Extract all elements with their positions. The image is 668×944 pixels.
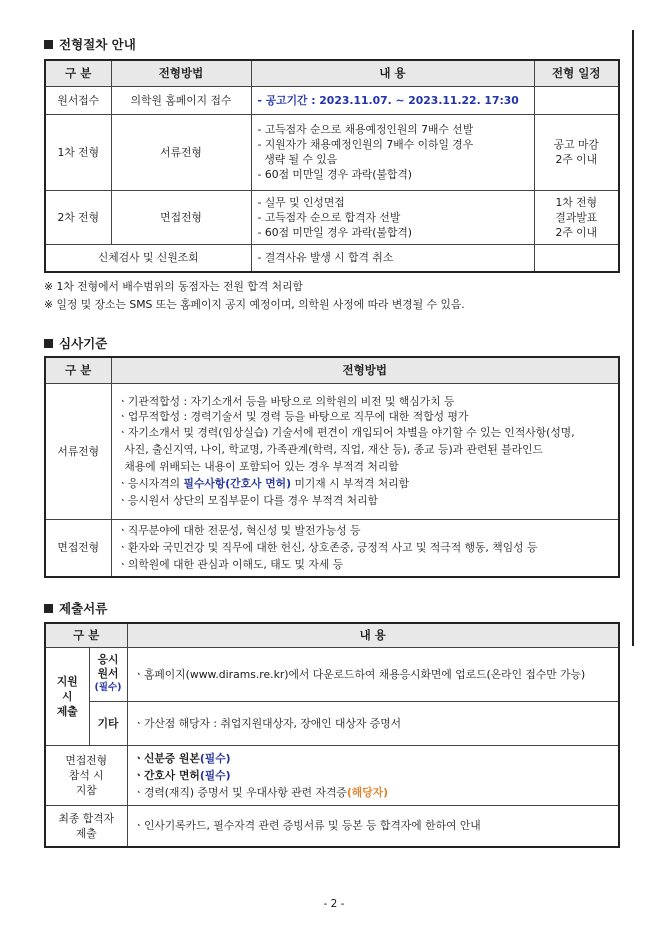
procedure-table	[44, 59, 620, 273]
criteria-table: 구 분 전형방법 서류전형 ㆍ기관적합성 : 자기소개서 등을 바탕으로 의학원의 비전 및 핵심가치 등 ㆍ업무적합성 : 경력기술서 및 경력 등을 바탕으로 직무에 대한 적합성 평가 ㆍ자기소개서 및 경력(임상실습) 기술서에 편견이 개입되어 차별을 야기할 수 있는 인적사항(성명, 사진, 출신지역, 나이, 학교명, 가족관계(학력, 직업, 재산 등), 종교 등)과 관련된 블라인드 채용에 위배되는 내용이 포함되어 있는 경우 부적격 처리함 ㆍ응시자격의 필수사항(간호사 면허) 미기재 시 부적격 처리함 ㆍ응시원서 상단의 모집부문이 다를 경우 부적격 처리함 면접전형 ㆍ직무분야에 대한 전문성, 혁신성 및 발전가능성 등 ㆍ환자와 국민건강 및 직무에 대한 헌신, 상호존중, 긍정적 사고 및 적극적 행동, 책임성 등 ㆍ의학원에 대한 관심과 이해도, 태도 및 자세 등	[44, 356, 620, 578]
table-row: 서류전형 ㆍ기관적합성 : 자기소개서 등을 바탕으로 의학원의 비전 및 핵심가치 등 ㆍ업무적합성 : 경력기술서 및 경력 등을 바탕으로 직무에 대한 적합성 평가 ㆍ자기소개서 및 경력(임상실습) 기술서에 편견이 개입되어 차별을 야기할 수 있는 인적사항(성명, 사진, 출신지역, 나이, 학교명, 가족관계(학력, 직업, 재산 등), 종교 등)과 관련된 블라인드 채용에 위배되는 내용이 포함되어 있는 경우 부적격 처리함 ㆍ응시자격의 필수사항(간호사 면허) 미기재 시 부적격 처리함 ㆍ응시원서 상단의 모집부문이 다를 경우 부적격 처리함	[45, 383, 619, 519]
header-content: 내 용	[251, 60, 534, 86]
section-title-procedure: 전형절차 안내	[44, 35, 136, 53]
section-title-documents: 제출서류	[44, 599, 107, 617]
posting-period: - 공고기간 : 2023.11.07. ~ 2023.11.22. 17:30	[251, 86, 534, 114]
required-item: 필수사항(간호사 면허)	[183, 476, 292, 490]
header-category: 구 분	[45, 60, 111, 86]
table-row: 최종 합격자 제출 ㆍ인사기록카드, 필수자격 관련 증빙서류 및 등본 등 합격자에 한하여 안내	[45, 805, 619, 847]
documents-table: 구 분 내 용 지원 시 제출 응시 원서 (필수) ㆍ홈페이지(www.dirams.re.kr)에서 다운로드하여 채용응시화면에 업로드(온라인 접수만 가능) 기타 ㆍ가산점 해당자 : 취업지원대상자, 장애인 대상자 증명서 면접전형 참석 시 지참 ㆍ신분증 원본(필수) ㆍ간호사 면허(필수) ㆍ경력(재직) 증명서 및 우대사항 관련 자격증(해당자) 최종 합격자 제출 ㆍ인사기록카드, 필수자격 관련 증빙서류 및 등본 등 합격자에 한하여 안내	[44, 622, 620, 848]
table-row: 지원 시 제출 응시 원서 (필수) ㆍ홈페이지(www.dirams.re.kr)에서 다운로드하여 채용응시화면에 업로드(온라인 접수만 가능)	[45, 647, 619, 701]
table-row: 면접전형 참석 시 지참 ㆍ신분증 원본(필수) ㆍ간호사 면허(필수) ㆍ경력(재직) 증명서 및 우대사항 관련 자격증(해당자)	[45, 745, 619, 805]
right-margin-rule	[632, 30, 634, 646]
square-bullet-icon	[44, 604, 53, 613]
note-1: ※ 1차 전형에서 배수범위의 동점자는 전원 합격 처리함	[44, 280, 303, 293]
note-2: ※ 일정 및 장소는 SMS 또는 홈페이지 공지 예정이며, 의학원 사정에 따라 변경될 수 있음.	[44, 298, 465, 311]
square-bullet-icon	[44, 339, 53, 348]
page-number: - 2 -	[323, 898, 345, 910]
table-row: 2차 전형 면접전형 - 실무 및 인성면접 - 고득점자 순으로 합격자 선발 - 60점 미만일 경우 과락(불합격) 1차 전형 결과발표 2주 이내	[45, 190, 619, 244]
table-row: 신체검사 및 신원조회 - 결격사유 발생 시 합격 취소	[45, 244, 619, 272]
header-schedule: 전형 일정	[534, 60, 619, 86]
table-row: 1차 전형 서류전형 - 고득점자 순으로 채용예정인원의 7배수 선발 - 지원자가 채용예정인원의 7배수 이하일 경우 생략 될 수 있음 - 60점 미만일 경우 과락(불합격) 공고 마감 2주 이내	[45, 114, 619, 190]
table-row: 기타 ㆍ가산점 해당자 : 취업지원대상자, 장애인 대상자 증명서	[45, 701, 619, 745]
section-title-criteria: 심사기준	[44, 334, 107, 352]
square-bullet-icon	[44, 40, 53, 49]
table-row: 원서접수 의학원 홈페이지 접수 - 공고기간 : 2023.11.07. ~ 2023.11.22. 17:30	[45, 86, 619, 114]
table-row: 면접전형 ㆍ직무분야에 대한 전문성, 혁신성 및 발전가능성 등 ㆍ환자와 국민건강 및 직무에 대한 헌신, 상호존중, 긍정적 사고 및 적극적 행동, 책임성 등 ㆍ의학원에 대한 관심과 이해도, 태도 및 자세 등	[45, 519, 619, 577]
header-method: 전형방법	[111, 60, 251, 86]
apply-group-label: 지원 시 제출	[45, 647, 89, 745]
